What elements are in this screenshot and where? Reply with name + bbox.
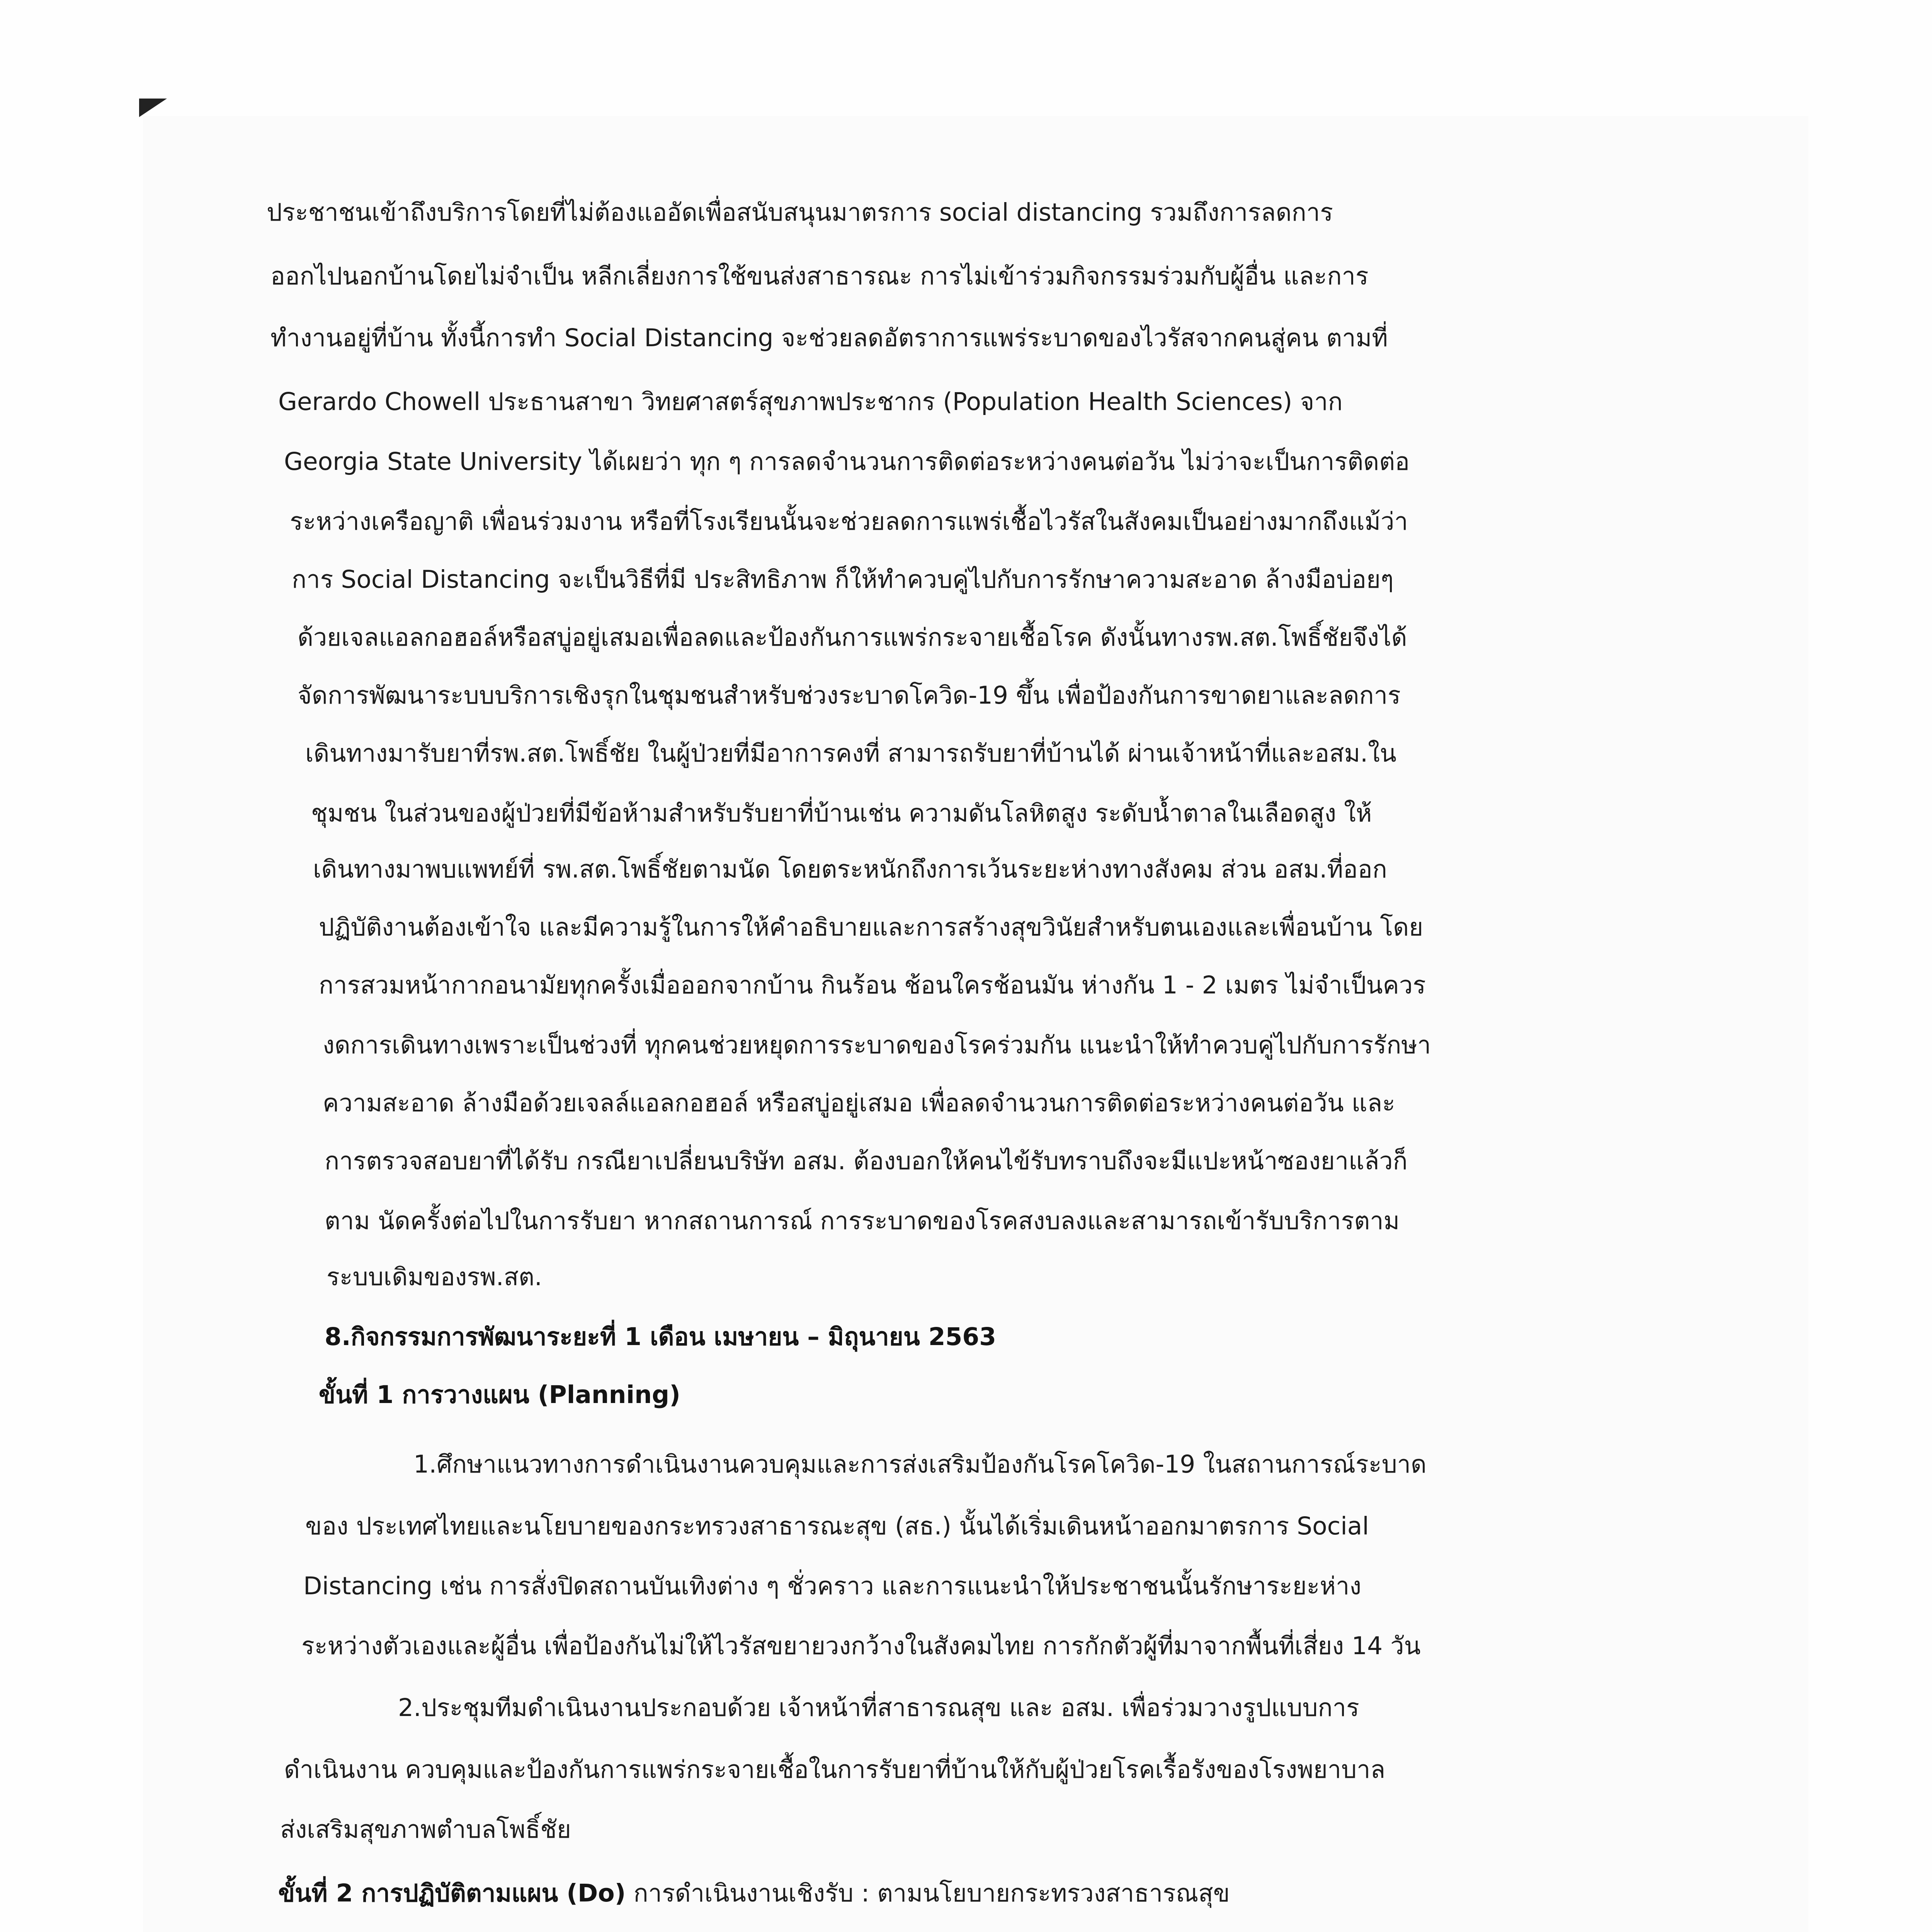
step2-heading: ขั้นที่ 2 การปฏิบัติตามแผน (Do) [278,1879,626,1907]
step1-line: 1.ศึกษาแนวทางการดำเนินงานควบคุมและการส่งเสริมป้องกันโรคโควิด-19 ในสถานการณ์ระบาด [413,1450,1427,1478]
section-heading: 8.กิจกรรมการพัฒนาระยะที่ 1 เดือน เมษายน – มิถุนายน 2563 [325,1323,997,1351]
step1-line: 2.ประชุมทีมดำเนินงานประกอบด้วย เจ้าหน้าที่สาธารณสุข และ อสม. เพื่อร่วมวางรูปแบบการ [398,1694,1359,1722]
body-line: การสวมหน้ากากอนามัยทุกครั้งเมื่อออกจากบ้าน กินร้อน ช้อนใครช้อนมัน ห่างกัน 1 - 2 เมตร ไม่จำเป็นควร [319,971,1426,999]
body-line: Georgia State University ได้เผยว่า ทุก ๆ การลดจำนวนการติดต่อระหว่างคนต่อวัน ไม่ว่าจะเป็นการติดต่อ [284,447,1410,476]
body-line: ชุมชน ในส่วนของผู้ป่วยที่มีข้อห้ามสำหรับรับยาที่บ้านเช่น ความดันโลหิตสูง ระดับน้ำตาลในเลือดสูง ให้ [311,799,1372,827]
body-line: เดินทางมาพบแพทย์ที่ รพ.สต.โพธิ์ชัยตามนัด โดยตระหนักถึงการเว้นระยะห่างทางสังคม ส่วน อสม.ที่ออก [313,855,1387,883]
body-line: งดการเดินทางเพราะเป็นช่วงที่ ทุกคนช่วยหยุดการระบาดของโรคร่วมกัน แนะนำให้ทำควบคู่ไปกับการรักษา [323,1031,1431,1059]
body-line: ความสะอาด ล้างมือด้วยเจลล์แอลกอฮอล์ หรือสบู่อยู่เสมอ เพื่อลดจำนวนการติดต่อระหว่างคนต่อวัน และ [323,1089,1395,1117]
step1-line: ของ ประเทศไทยและนโยบายของกระทรวงสาธารณะสุข (สธ.) นั้นได้เริ่มเดินหน้าออกมาตรการ Social [305,1512,1369,1540]
step1-line: ส่งเสริมสุขภาพตำบลโพธิ์ชัย [280,1815,571,1844]
body-line: Gerardo Chowell ประธานสาขา วิทยศาสตร์สุขภาพประชากร (Population Health Sciences) จาก [278,388,1343,416]
body-line: ระหว่างเครือญาติ เพื่อนร่วมงาน หรือที่โรงเรียนนั้นจะช่วยลดการแพร่เชื้อไวรัสในสังคมเป็นอย่างมากถึงแม้ว่า [290,507,1408,536]
body-line: ระบบเดิมของรพ.สต. [327,1263,543,1291]
corner-mark-icon [139,99,167,117]
body-line: ออกไปนอกบ้านโดยไม่จำเป็น หลีกเลี่ยงการใช้ขนส่งสาธารณะ การไม่เข้าร่วมกิจกรรมร่วมกับผู้อื่น และการ [270,262,1369,290]
body-line: ตาม นัดครั้งต่อไปในการรับยา หากสถานการณ์ การระบาดของโรคสงบลงและสามารถเข้ารับบริการตาม [325,1207,1400,1235]
body-line: จัดการพัฒนาระบบบริการเชิงรุกในชุมชนสำหรับช่วงระบาดโควิด-19 ขึ้น เพื่อป้องกันการขาดยาและลดการ [298,681,1401,709]
step1-line: ดำเนินงาน ควบคุมและป้องกันการแพร่กระจายเชื้อในการรับยาที่บ้านให้กับผู้ป่วยโรคเรื้อรังของโรงพยาบาล [284,1755,1386,1784]
body-line: เดินทางมารับยาที่รพ.สต.โพธิ์ชัย ในผู้ป่วยที่มีอาการคงที่ สามารถรับยาที่บ้านได้ ผ่านเจ้าหน้าที่และอสม.ใน [305,739,1396,767]
body-line: ทำงานอยู่ที่บ้าน ทั้งนี้การทำ Social Distancing จะช่วยลดอัตราการแพร่ระบาดของไวรัสจากคนสู่คน ตามที่ [270,324,1388,352]
body-line: ประชาชนเข้าถึงบริการโดยที่ไม่ต้องแออัดเพื่อสนับสนุนมาตรการ social distancing รวมถึงการลดการ [267,198,1333,226]
step1-line: Distancing เช่น การสั่งปิดสถานบันเทิงต่าง ๆ ชั่วคราว และการแนะนำให้ประชาชนนั้นรักษาระยะห่าง [303,1572,1362,1600]
body-line: การตรวจสอบยาที่ได้รับ กรณียาเปลี่ยนบริษัท อสม. ต้องบอกให้คนไข้รับทราบถึงจะมีแปะหน้าซองยาแล้วก็ [325,1147,1408,1175]
step2-heading-line [278,1876,1230,1911]
body-line: ปฏิบัติงานต้องเข้าใจ และมีความรู้ในการให้คำอธิบายและการสร้างสุขวินัยสำหรับตนเองและเพื่อนบ้าน โดย [319,913,1423,941]
step1-line: ระหว่างตัวเองและผู้อื่น เพื่อป้องกันไม่ให้ไวรัสขยายวงกว้างในสังคมไทย การกักตัวผู้ที่มาจากพื้นที่เสี่ยง 14 วัน [301,1632,1421,1660]
step2-heading-rest: การดำเนินงานเชิงรับ : ตามนโยบายกระทรวงสาธารณสุข [626,1879,1230,1907]
step1-heading: ขั้นที่ 1 การวางแผน (Planning) [319,1381,680,1409]
body-line: ด้วยเจลแอลกอฮอล์หรือสบู่อยู่เสมอเพื่อลดและป้องกันการแพร่กระจายเชื้อโรค ดังนั้นทางรพ.สต.โพธิ์ชัยจึงได้ [298,623,1407,651]
body-line: การ Social Distancing จะเป็นวิธีที่มี ประสิทธิภาพ ก็ให้ทำควบคู่ไปกับการรักษาความสะอาด ล้างมือบ่อยๆ [292,565,1394,594]
